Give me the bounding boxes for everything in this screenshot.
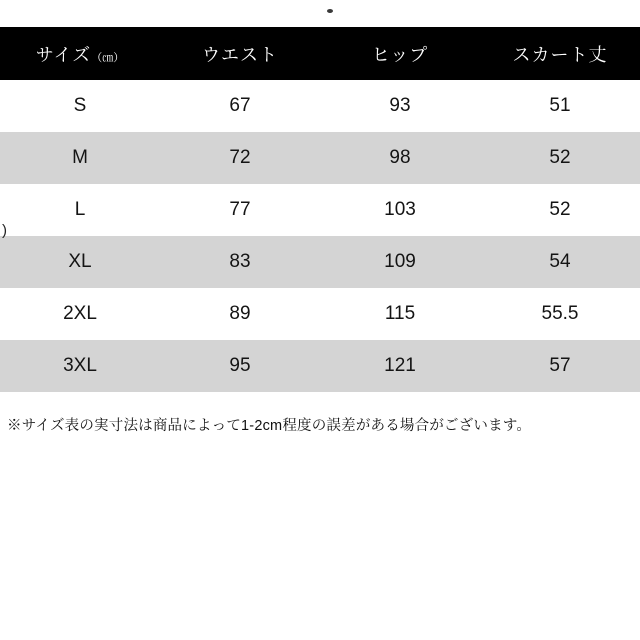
cell-size: 2XL (63, 303, 97, 324)
cell-hip: 98 (389, 147, 411, 168)
table-header (0, 27, 640, 80)
table-row (0, 184, 640, 236)
cell-waist: 83 (229, 251, 251, 272)
cell-size: S (73, 95, 87, 116)
column-header-hip: ヒップ (371, 44, 429, 65)
measurement-disclaimer: ※サイズ表の実寸法は商品によって1-2cm程度の誤差がある場合がございます。 (7, 418, 532, 434)
table-row (0, 340, 640, 392)
cell-hip: 121 (384, 355, 416, 376)
cell-hip: 115 (384, 303, 416, 324)
cell-hip: 103 (384, 199, 416, 220)
cell-hip: 109 (384, 251, 416, 272)
cell-length: 54 (549, 251, 571, 272)
column-header-waist: ウエスト (202, 44, 278, 65)
table-row (0, 288, 640, 340)
cell-length: 57 (549, 355, 571, 376)
cell-length: 51 (549, 95, 571, 116)
column-header-size-unit: （㎝） (91, 51, 125, 64)
table-row (0, 80, 640, 132)
cell-waist: 67 (229, 95, 251, 116)
table-row (0, 132, 640, 184)
size-table (0, 27, 640, 392)
cell-size: 3XL (63, 355, 97, 376)
cell-waist: 95 (229, 355, 251, 376)
table-header-row (0, 27, 640, 80)
cell-size: M (72, 147, 88, 168)
column-header-size (0, 27, 160, 80)
table-row (0, 236, 640, 288)
table-body (0, 80, 640, 392)
cell-waist: 77 (229, 199, 251, 220)
cell-length: 52 (549, 147, 571, 168)
column-header-length: スカート丈 (512, 44, 608, 65)
edge-marking: ) (2, 222, 7, 239)
cell-hip: 93 (389, 95, 411, 116)
cell-length: 55.5 (541, 303, 579, 324)
dot-artifact (327, 9, 333, 13)
column-header-size-label: サイズ (35, 44, 92, 65)
cell-length: 52 (549, 199, 571, 220)
cell-waist: 89 (229, 303, 251, 324)
cell-size: L (74, 199, 86, 220)
cell-waist: 72 (229, 147, 251, 168)
cell-size: XL (68, 251, 92, 272)
